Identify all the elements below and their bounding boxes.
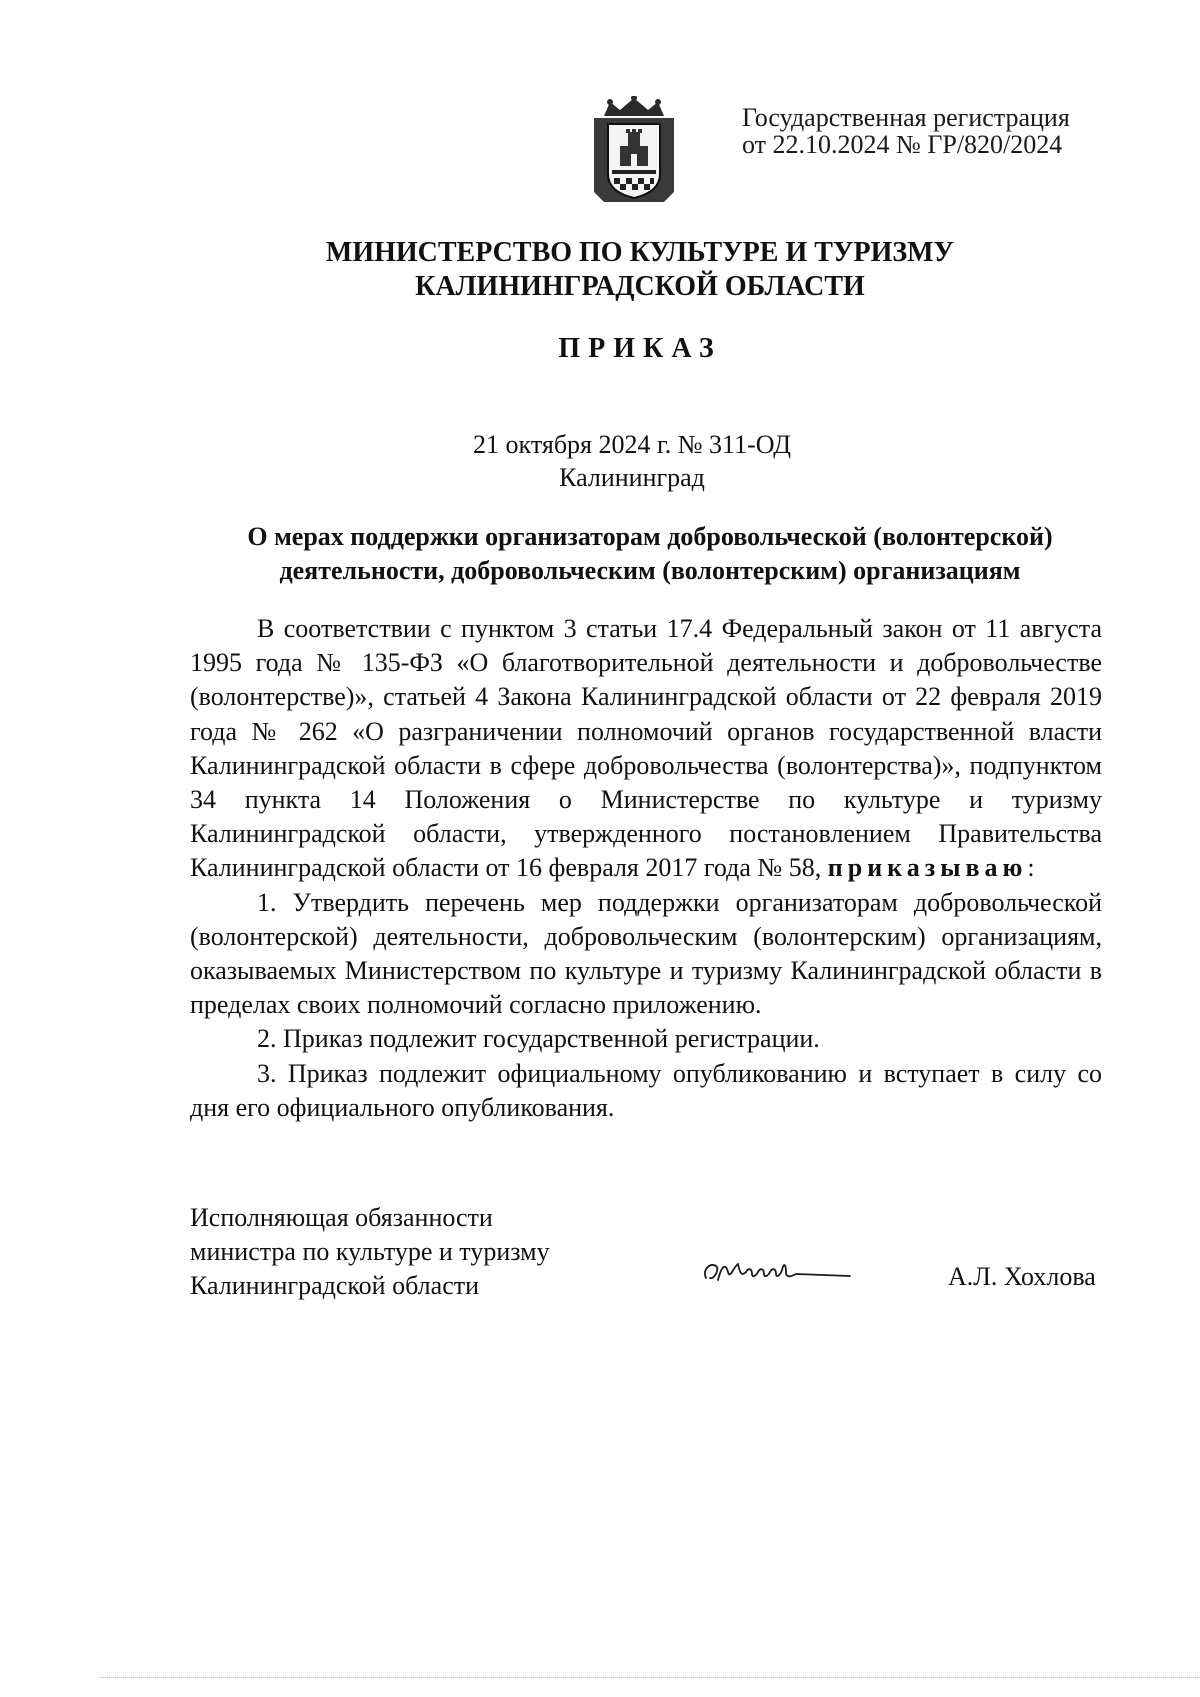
position-line-1: Исполняющая обязанности <box>190 1203 493 1232</box>
order-item-2: 2. Приказ подлежит государственной регистрации. <box>257 1024 820 1054</box>
order-title: ПРИКАЗ <box>558 333 722 364</box>
order-body <box>190 612 1102 1125</box>
scan-edge-divider <box>100 1677 1200 1679</box>
order-subject <box>190 520 1110 588</box>
subject-line-2: деятельности, добровольческим (волонтерским) организациям <box>279 556 1021 585</box>
preamble-text: В соответствии с пунктом 3 статьи 17.4 Федеральный закон от 11 августа 1995 года № 135-ФЗ «О благотворительной деятельности и добровольчестве (волонтерстве)», статьей 4 Закона Калининградской области от 22 февраля 2019 года № 262 «О разграничении полномочий органов государственной власти Калининградской области в сфере добровольчества (волонтерства)», подпунктом 34 пункта 14 Положения о Министерстве по культуре и туризму Калининградской области, утвержденного постановлением Правительства Калининградской области от 16 февраля 2017 года № 58, <box>190 614 1102 883</box>
position-line-3: Калининградской области <box>190 1271 480 1300</box>
ministry-line-2: КАЛИНИНГРАДСКОЙ ОБЛАСТИ <box>415 271 865 302</box>
coat-of-arms-icon <box>590 96 678 206</box>
subject-line-1: О мерах поддержки организаторам добровольческой (волонтерской) <box>247 522 1053 551</box>
ministry-line-1: МИНИСТЕРСТВО ПО КУЛЬТУРЕ И ТУРИЗМУ <box>325 237 955 268</box>
signatory-name: А.Л. Хохлова <box>948 1262 1096 1291</box>
order-date-number: 21 октября 2024 г. № 311-ОД <box>473 430 791 459</box>
handwritten-signature-icon <box>700 1252 860 1292</box>
decree-colon: : <box>1027 853 1035 883</box>
registration-line-2: от 22.10.2024 № ГР/820/2024 <box>742 130 1063 159</box>
order-date-block <box>0 428 1200 494</box>
order-item-1: 1. Утвердить перечень мер поддержки организаторам добровольческой (волонтерской) деятельности, добровольческим (волонтерским) организациям, оказываемых Министерством по культуре и туризму Калининградской области в пределах своих полномочий согласно приложению. <box>190 887 1102 1020</box>
order-item-3: 3. Приказ подлежит официальному опубликованию и вступает в силу со дня его официального опубликования. <box>190 1058 1102 1122</box>
position-line-2: министра по культуре и туризму <box>190 1237 550 1266</box>
registration-line-1: Государственная регистрация <box>742 103 1070 132</box>
signatory-position <box>190 1201 550 1303</box>
registration-stamp <box>742 104 1070 158</box>
preamble-paragraph <box>190 612 1102 886</box>
decree-word: приказываю <box>827 853 1028 883</box>
order-city: Калининград <box>559 463 705 492</box>
ministry-name <box>0 236 1200 304</box>
